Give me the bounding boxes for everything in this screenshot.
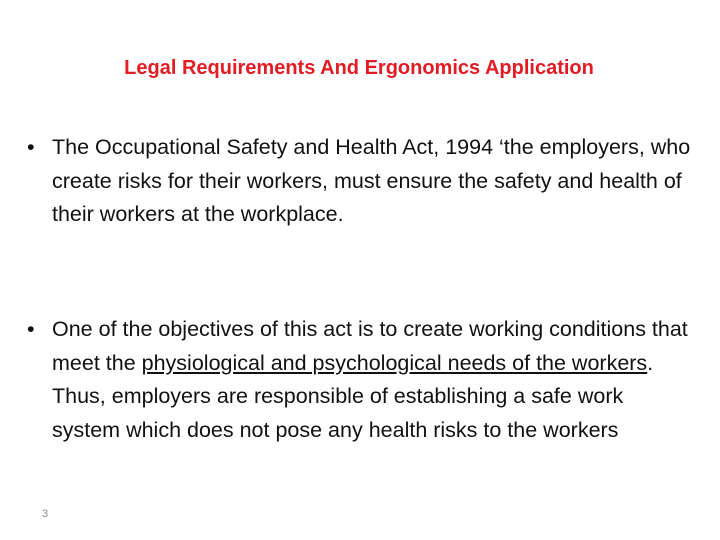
- bullet-text-1: The Occupational Safety and Health Act, 1994 ‘the employers, who create risks for their workers, must ensure the safety and health of their workers at the workplace.: [52, 135, 691, 226]
- bullet-item-2: [27, 313, 697, 483]
- underlined-phrase: physiological and psychological needs of the workers: [141, 350, 648, 375]
- bullet-text-2-start: One of the objectives of this act is to create working conditions that meet the: [52, 317, 688, 375]
- slide-title: Legal Requirements And Ergonomics Application: [124, 57, 594, 79]
- bullet-item-1: [27, 131, 697, 271]
- bullet-dot-icon: •: [27, 135, 35, 159]
- slide-number: 3: [42, 508, 49, 520]
- bullet-text-2: [52, 313, 697, 447]
- bullet-dot-icon: •: [27, 317, 35, 341]
- bullet-text-2-end: . Thus, employers are responsible of establishing a safe work system which does not pose any health risks to the workers: [52, 350, 654, 442]
